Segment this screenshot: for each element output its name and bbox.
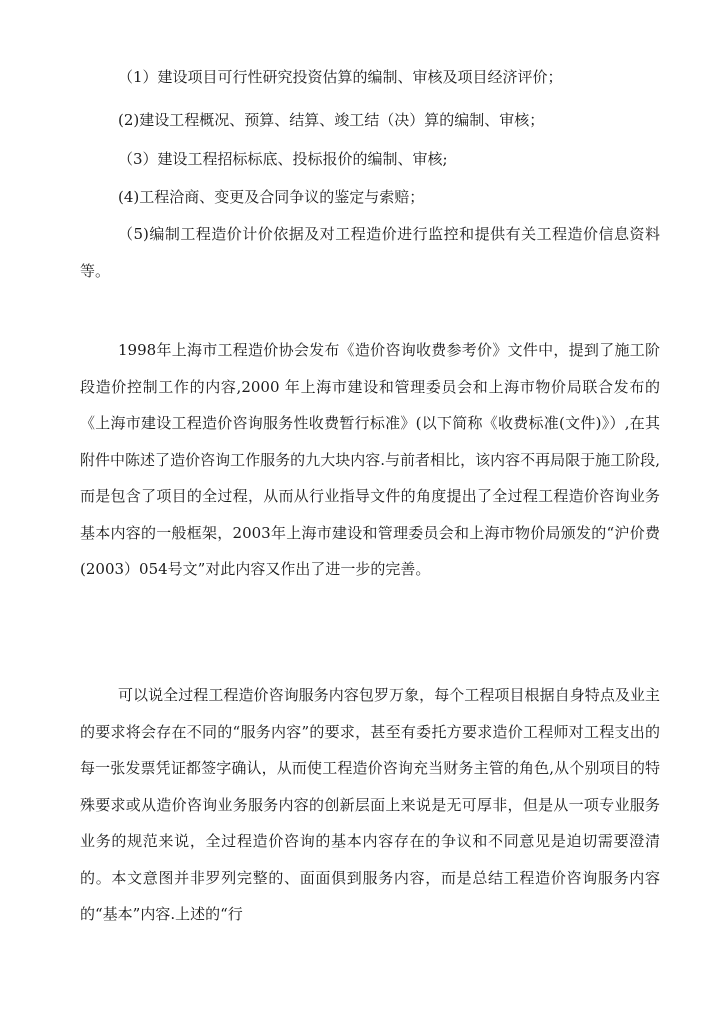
list-item: (4)工程洽商、变更及合同争议的鉴定与索赔； (118, 188, 425, 206)
list-item: （1）建设项目可行性研究投资估算的编制、审核及项目经济评价； (118, 68, 563, 86)
body-paragraph: 1998年上海市工程造价协会发布《造价咨询收费参考价》文件中，提到了施工阶段造价控制工作的内容,2000 年上海市建设和管理委员会和上海市物价局联合发布的《上海市建设工程造价咨询服务性收费暂行标准》(以下简称《收费标准(文件)》）,在其附件中陈述了造价咨询工作服务的九大块内容.与前者相比，该内容不再局限于施工阶段,而是包含了项目的全过程，从而从行业指导文件的角度提出了全过程工程造价咨询业务基本内容的一般框架，2003年上海市建设和管理委员会和上海市物价局颁发的“沪价费(2003）054号文”对此内容又作出了进一步的完善。 (80, 341, 660, 578)
list-item: （3）建设工程招标标底、投标报价的编制、审核; (118, 150, 448, 168)
body-paragraph: 可以说全过程工程造价咨询服务内容包罗万象，每个工程项目根据自身特点及业主的要求将会存在不同的“服务内容”的要求，甚至有委托方要求造价工程师对工程支出的每一张发票凭证都签字确认，从而使工程造价咨询充当财务主管的角色,从个别项目的特殊要求或从造价咨询业务服务内容的创新层面上来说是无可厚非，但是从一项专业服务业务的规范来说，全过程造价咨询的基本内容存在的争议和不同意见是迫切需要澄清的。本文意图并非罗列完整的、面面俱到服务内容，而是总结工程造价咨询服务内容的“基本”内容.上述的“行 (80, 686, 660, 923)
list-item: （5)编制工程造价计价依据及对工程造价进行监控和提供有关工程造价信息资料等。 (80, 225, 660, 280)
list-item: (2)建设工程概况、预算、结算、竣工结（决）算的编制、审核； (118, 111, 545, 129)
